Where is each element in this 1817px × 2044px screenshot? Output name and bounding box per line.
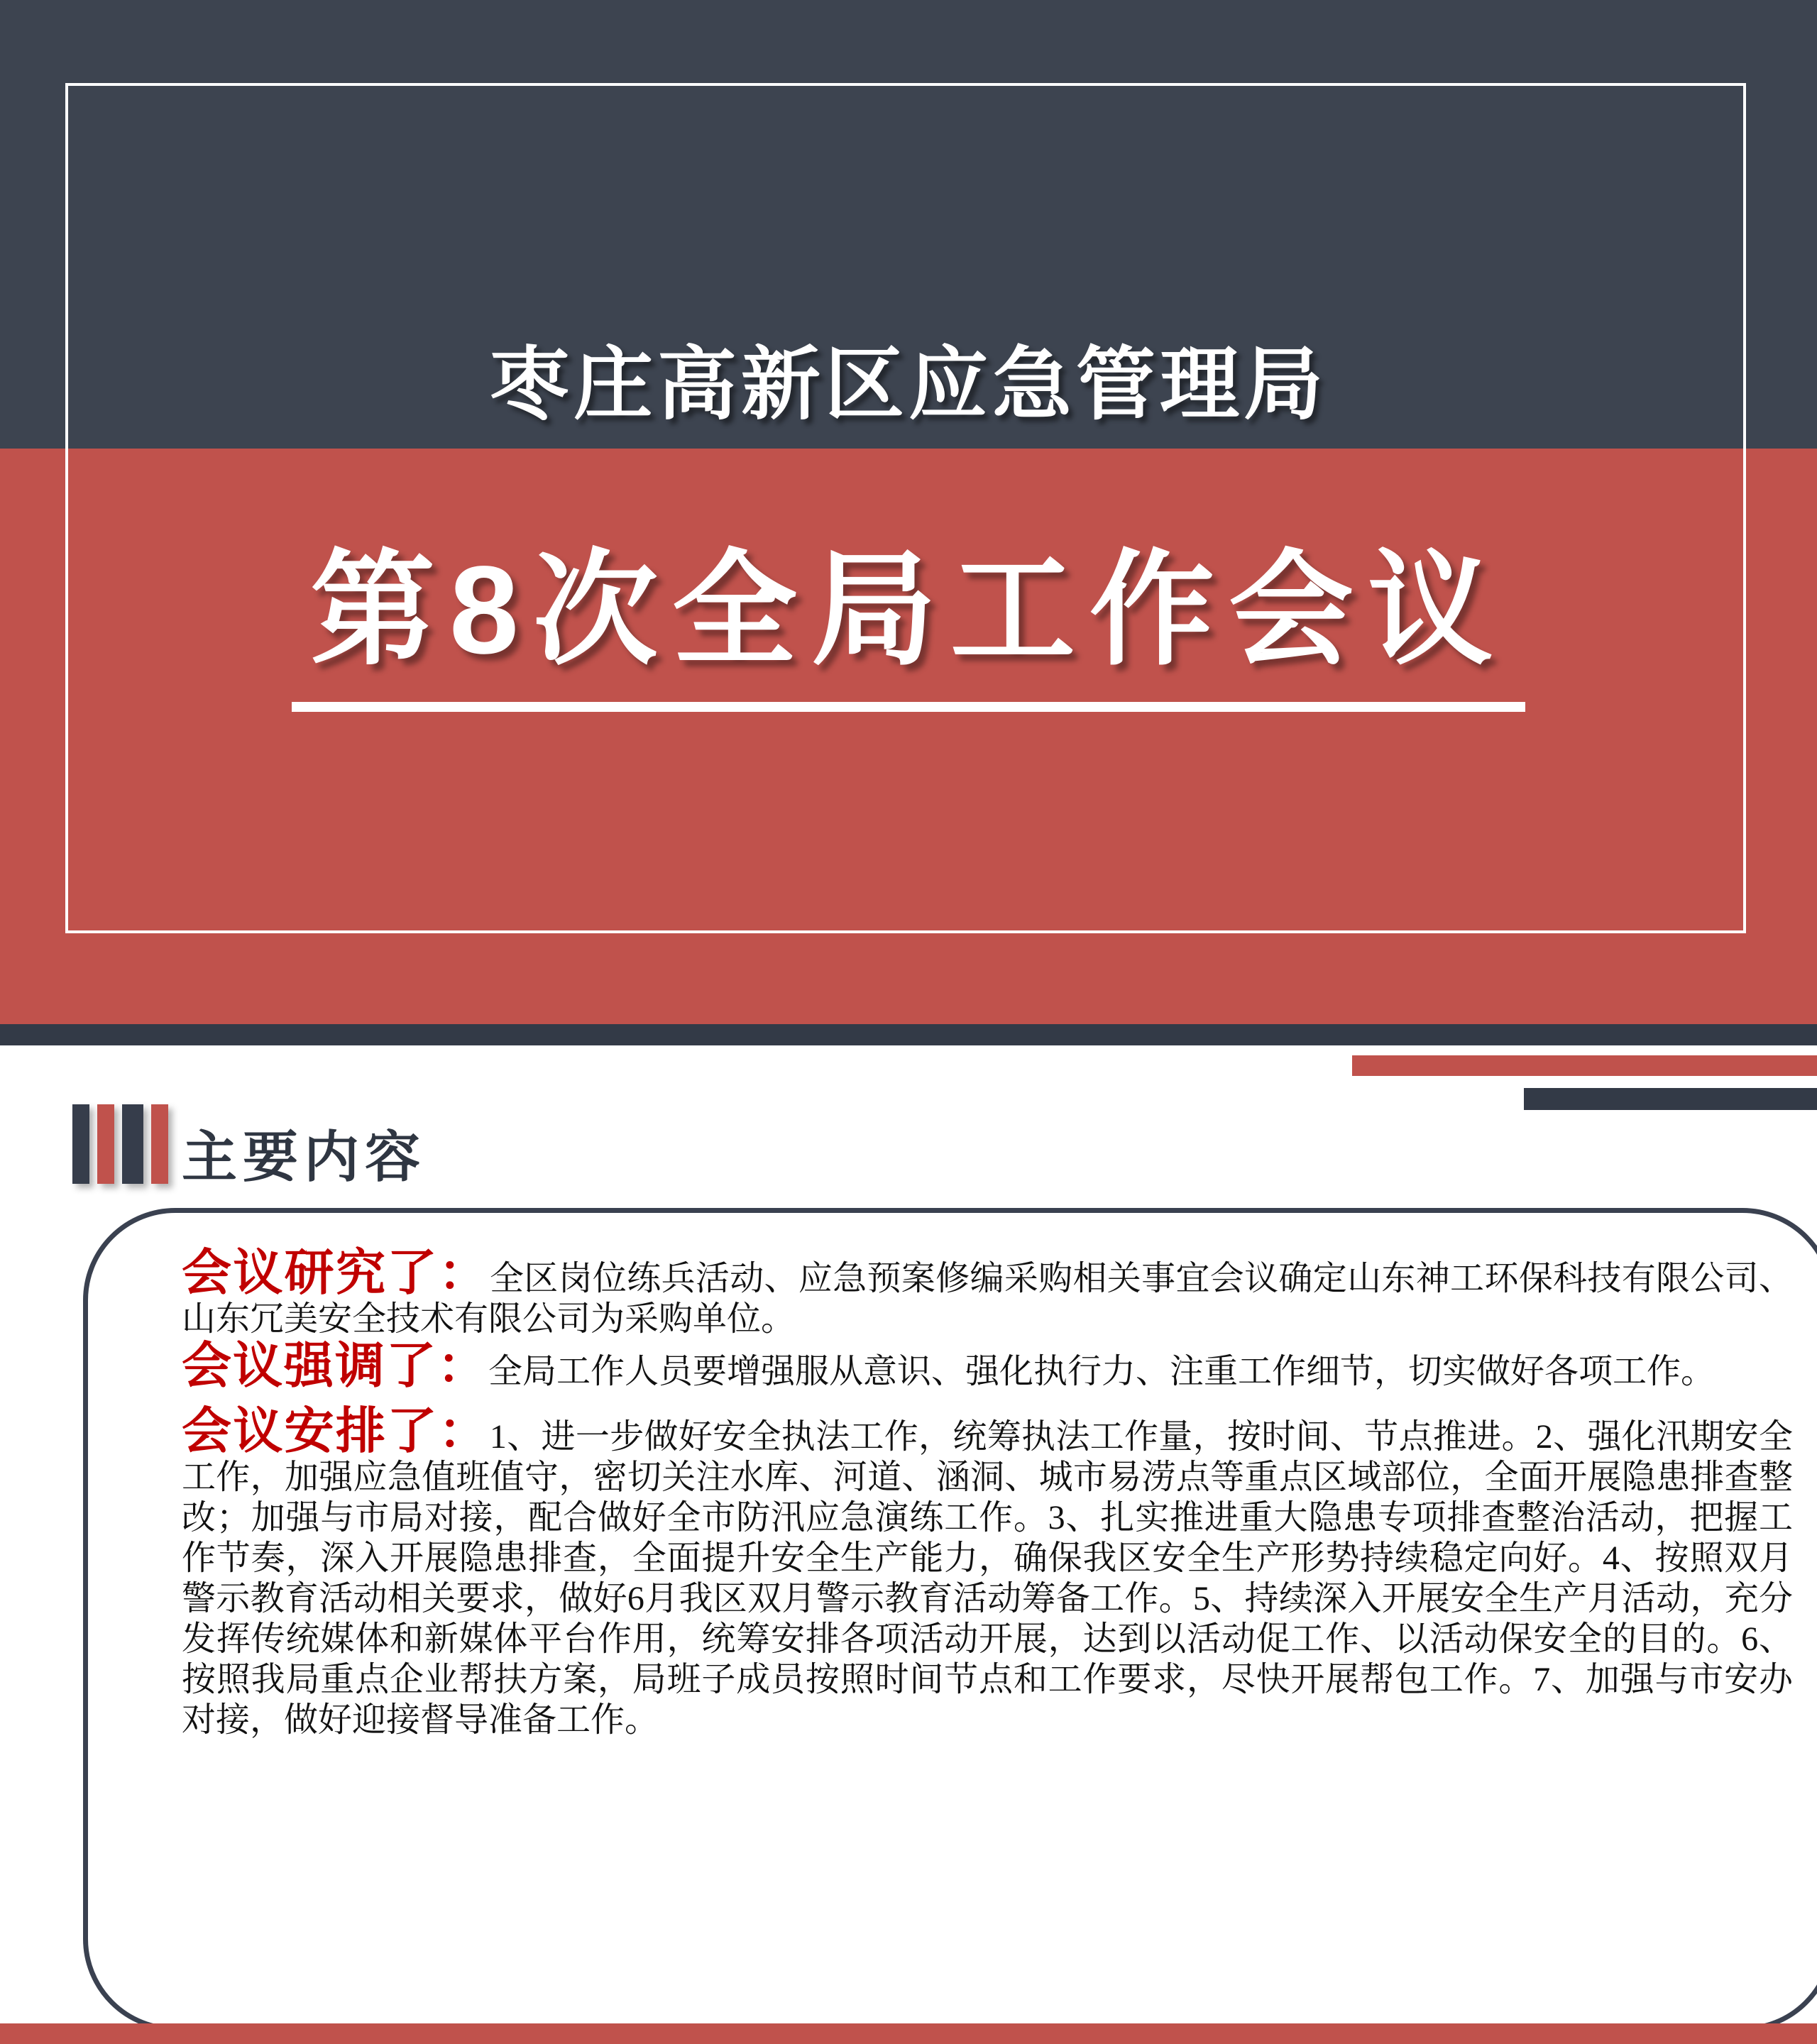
section-label: 会议强调了：: [182, 1338, 488, 1393]
section-paragraph: [182, 1245, 1793, 1339]
section-body: 1、进一步做好安全执法工作，统筹执法工作量，按时间、节点推进。2、强化汛期安全工作，加强应急值班值守，密切关注水库、河道、涵洞、城市易涝点等重点区域部位，全面开展隐患排查整改；加强与市局对接，配合做好全市防汛应急演练工作。3、扎实推进重大隐患专项排查整治活动，把握工作节奏，深入开展隐患排查，全面提升安全生产能力，确保我区安全生产形势持续稳定向好。4、按照双月警示教育活动相关要求，做好6月我区双月警示教育活动筹备工作。5、持续深入开展安全生产月活动，充分发挥传统媒体和新媒体平台作用，统筹安排各项活动开展，达到以活动促工作、以活动保安全的目的。6、按照我局重点企业帮扶方案，局班子成员按照时间节点和工作要求，尽快开展帮包工作。7、加强与市安办对接，做好迎接督导准备工作。: [182, 1418, 1794, 1739]
divider-bar: [0, 1024, 1817, 1045]
section-body: 全区岗位练兵活动、应急预案修编采购相关事宜会议确定山东神工环保科技有限公司、山东冗美安全技术有限公司为采购单位。: [182, 1260, 1793, 1338]
accent-bar-red-2: [151, 1104, 168, 1184]
decorative-red-bar: [1352, 1055, 1817, 1076]
org-title: 枣庄高新区应急管理局: [490, 340, 1327, 429]
accent-bar-dark-2: [122, 1104, 143, 1184]
meeting-title: 第8次全局工作会议: [292, 510, 1525, 712]
meeting-title-row: [0, 510, 1817, 712]
section-paragraph: [182, 1403, 1794, 1740]
footer-red-strip: [0, 2023, 1817, 2044]
decorative-dark-bar: [1524, 1088, 1817, 1110]
title-frame: [65, 83, 1746, 933]
section-label: 会议研究了：: [182, 1245, 490, 1300]
section-paragraph: [182, 1338, 1793, 1393]
section-body: 全局工作人员要增强服从意识、强化执行力、注重工作细节，切实做好各项工作。: [488, 1353, 1716, 1390]
accent-bar-red-1: [97, 1104, 114, 1184]
section-label: 会议安排了：: [182, 1403, 490, 1458]
accent-bars-icon: [72, 1104, 176, 1184]
section-heading: 主要内容: [182, 1126, 427, 1188]
accent-bar-dark-1: [72, 1104, 89, 1184]
content-box: [83, 1208, 1817, 2031]
